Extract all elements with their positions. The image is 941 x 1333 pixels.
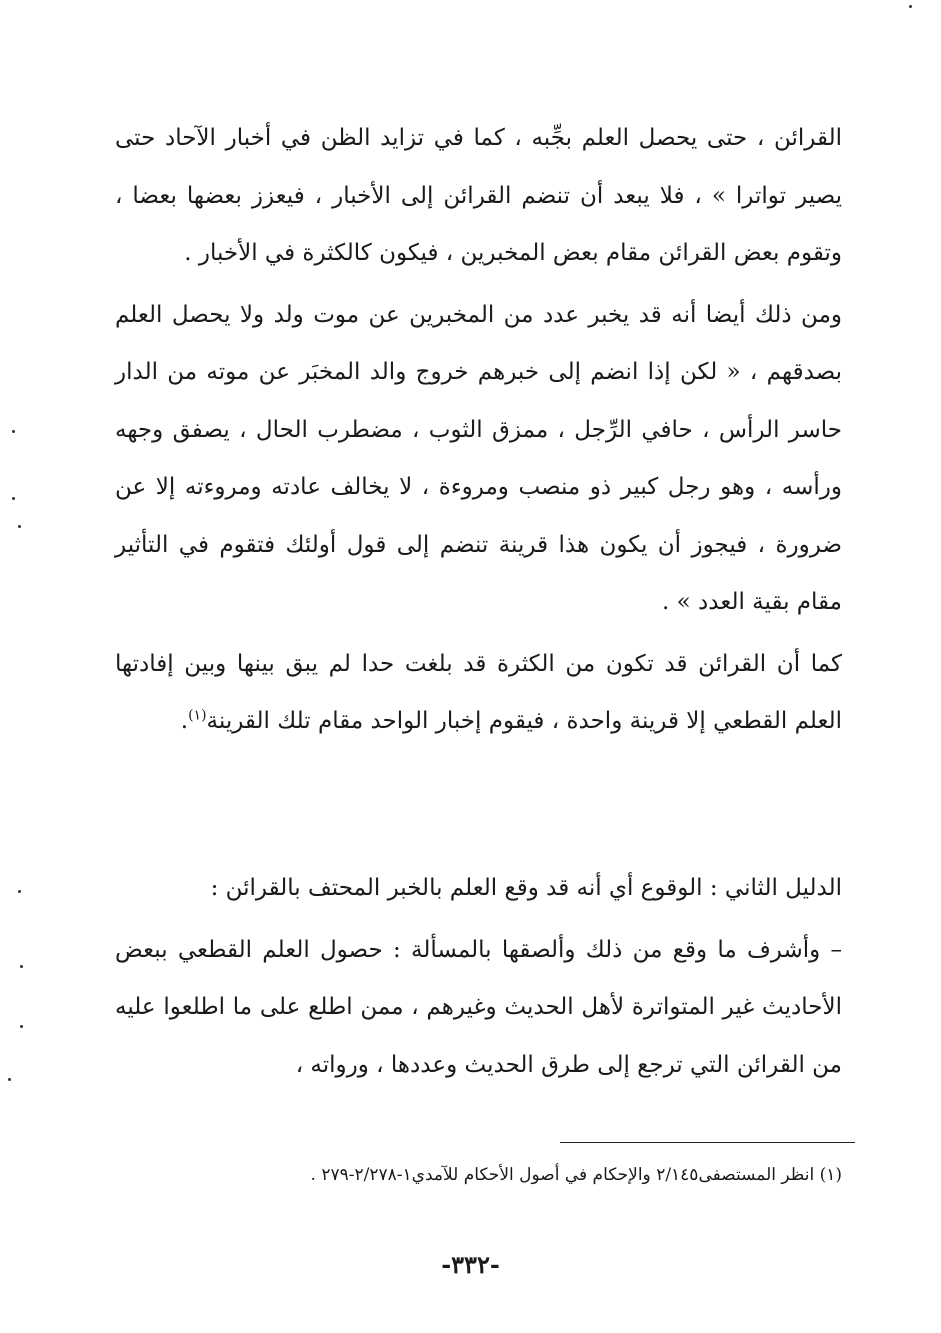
paragraph-3 — [115, 636, 842, 751]
paragraph-1: القرائن ، حتى يحصل العلم بجِّبه ، كما في تزايد الظن في أخبار الآحاد حتى يصير تواترا » ، فلا يبعد أن تنضم القرائن إلى الأخبار ، فيعزز بعضها بعضا ، وتقوم بعض القرائن مقام بعض المخبرين ، فيكون كالكثرة في الأخبار . — [115, 125, 842, 266]
scan-speck-mark — [12, 430, 15, 433]
paragraph-3-end: . — [180, 708, 189, 734]
footnote-divider — [560, 1142, 855, 1143]
footnote-reference[interactable]: (١) — [188, 707, 207, 724]
paragraph-4-heading: الدليل الثاني : الوقوع أي أنه قد وقع العلم بالخبر المحتف بالقرائن : — [210, 875, 842, 901]
scan-speck-mark — [18, 525, 21, 528]
paragraph-5: – وأشرف ما وقع من ذلك وألصقها بالمسألة : حصول العلم القطعي ببعض الأحاديث غير المتواترة لأهل الحديث وغيرهم ، ممن اطلع على ما اطلعوا عليه من القرائن التي ترجع إلى طرق الحديث وعددها ، ورواته ، — [115, 936, 842, 1078]
scan-speck-mark — [8, 1078, 11, 1081]
scan-speck-mark — [12, 497, 15, 500]
paragraph-2: ومن ذلك أيضا أنه قد يخبر عدد من المخبرين عن موت ولد ولا يحصل العلم بصدقهم ، « لكن إذا انضم إلى خبرهم خروج والد المخبَر عن موته من الدار حاسر الرأس ، حافي الرِّجل ، ممزق الثوب ، مضطرب الحال ، يصفق وجهه ورأسه ، وهو رجل كبير ذو منصب ومروءة ، لا يخالف عادته ومروءته إلا عن ضرورة ، فيجوز أن يكون هذا قرينة تنضم إلى قول أولئك فتقوم في التأثير مقام بقية العدد » . — [115, 301, 842, 615]
scan-speck-mark — [909, 5, 912, 8]
body-text-section-1 — [115, 110, 842, 751]
paragraph-3-text: كما أن القرائن قد تكون من الكثرة قد بلغت حدا لم يبق بينها وبين إفادتها العلم القطعي إلا قرينة واحدة ، فيقوم إخبار الواحد مقام تلك القرينة — [115, 650, 842, 734]
scan-speck-mark — [20, 965, 23, 968]
scan-speck-mark — [18, 890, 21, 893]
scan-speck-mark — [20, 1025, 23, 1028]
footnote-text: (١) انظر المستصفى٢/١٤٥ والإحكام في أصول الأحكام للآمدي١-٢/٢٧٨-٢٧٩ . — [310, 1165, 842, 1185]
page-number: -٣٣٢- — [441, 1250, 500, 1279]
body-text-section-2 — [115, 860, 842, 1094]
